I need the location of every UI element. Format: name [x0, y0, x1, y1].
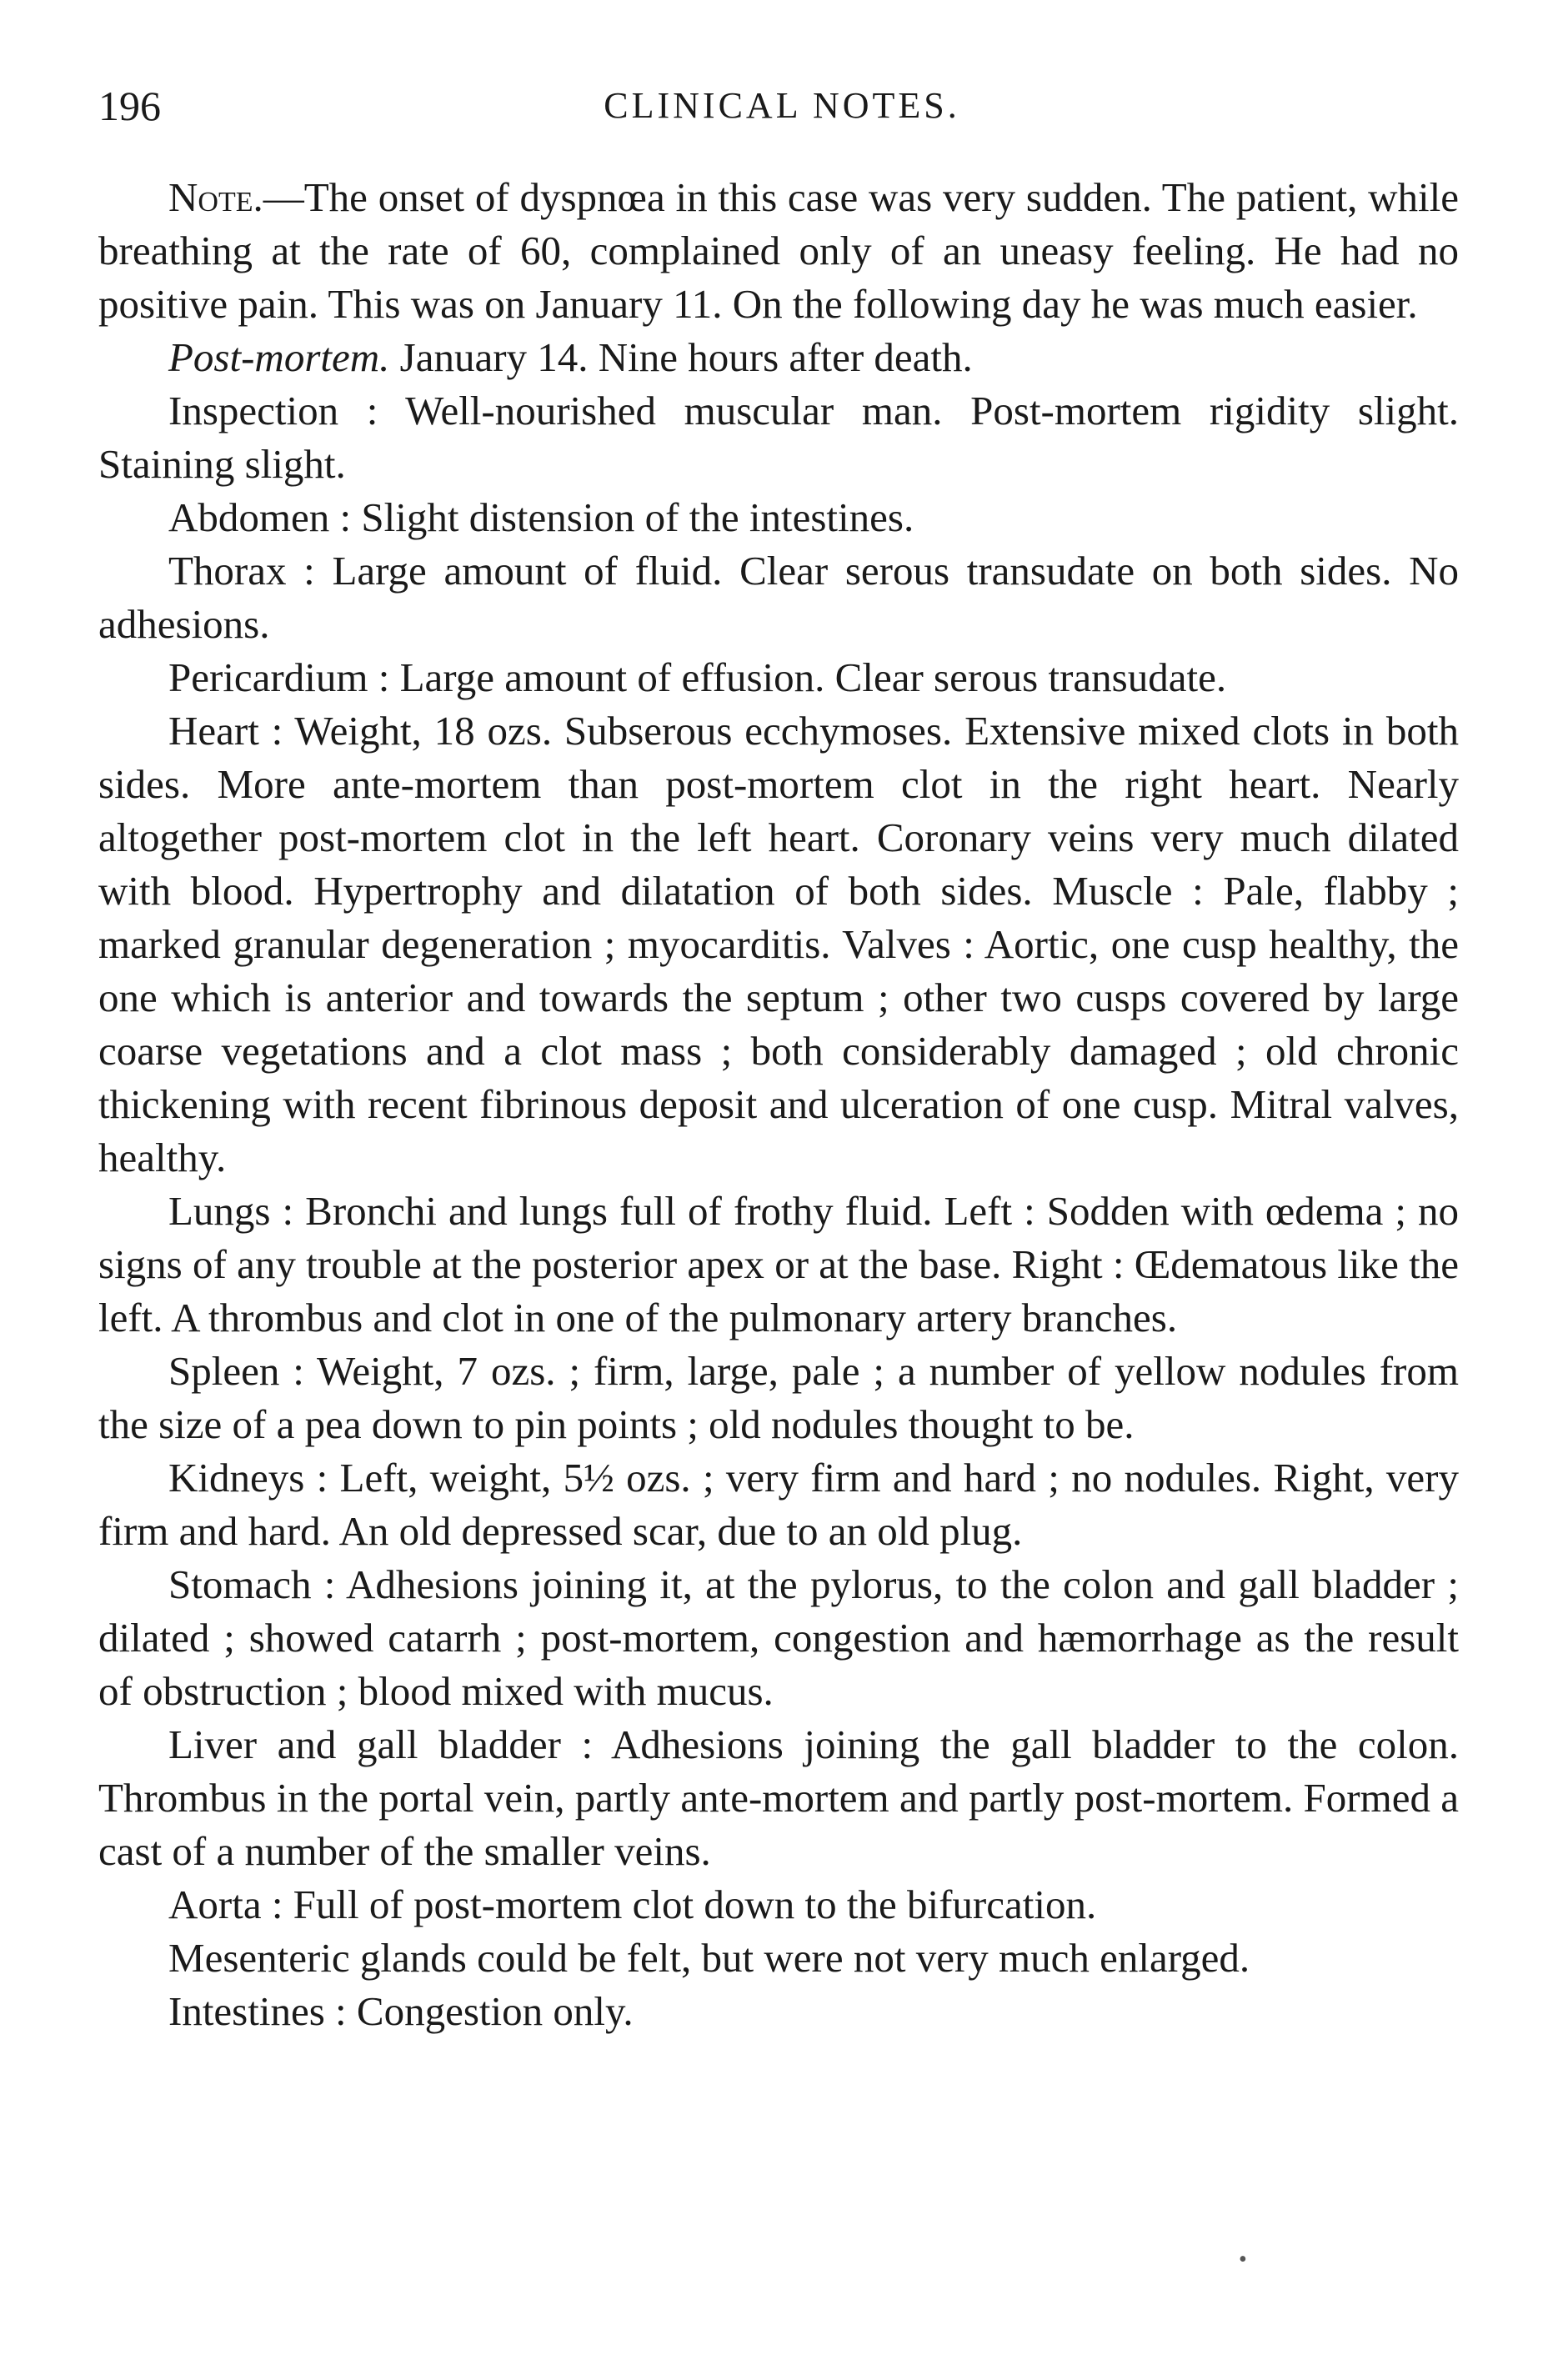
aorta-paragraph: Aorta : Full of post-mortem clot down to the bifurcation.	[168, 1881, 1097, 1927]
print-speck: •	[1239, 2247, 1247, 2272]
heart-paragraph: Heart : Weight, 18 ozs. Subserous ecchymoses. Extensive mixed clots in both sides. More ante-mortem than post-mortem clot in the right heart. Nearly altogether post-mortem clot in the left heart. Coronary veins very much dilated with blood. Hypertrophy and dilatation of both sides. Muscle : Pale, flabby ; marked granular degeneration ; myocarditis. Valves : Aortic, one cusp healthy, the one which is anterior and towards the septum ; other two cusps covered by large coarse vegetations and a clot mass ; both considerably damaged ; old chronic thickening with recent fibrinous deposit and ulceration of one cusp. Mitral valves, healthy.	[98, 708, 1459, 1180]
note-label: Note.	[168, 174, 263, 220]
liver-paragraph: Liver and gall bladder : Adhesions joining the gall bladder to the colon. Thrombus in the portal vein, partly ante-mortem and partly post-mortem. Formed a cast of a number of the smaller veins.	[98, 1721, 1459, 1874]
pericardium-paragraph: Pericardium : Large amount of effusion. Clear serous transudate.	[168, 654, 1227, 700]
running-head	[98, 77, 1465, 135]
page-number: 196	[98, 83, 161, 129]
postmortem-date: January 14. Nine hours after death.	[389, 334, 973, 380]
note-paragraph	[98, 171, 1459, 331]
stomach-paragraph: Stomach : Adhesions joining it, at the pylorus, to the colon and gall bladder ; dilated ; showed catarrh ; post-mortem, congestion and hæmorrhage as the result of obstruction ; blood mixed with mucus.	[98, 1561, 1459, 1714]
page-body	[98, 171, 1459, 2038]
lungs-paragraph: Lungs : Bronchi and lungs full of frothy fluid. Left : Sodden with œdema ; no signs of any trouble at the posterior apex or at the base. Right : Œdematous like the left. A thrombus and clot in one of the pulmonary artery branches.	[98, 1188, 1459, 1340]
spleen-paragraph: Spleen : Weight, 7 ozs. ; firm, large, pale ; a number of yellow nodules from the size of a pea down to pin points ; old nodules thought to be.	[98, 1348, 1459, 1447]
abdomen-paragraph: Abdomen : Slight distension of the intestines.	[168, 494, 914, 540]
note-text: —The onset of dyspnœa in this case was very sudden. The patient, while breathing at the rate of 60, complained only of an uneasy feeling. He had no positive pain. This was on January 11. On the following day he was much easier.	[98, 174, 1459, 327]
inspection-paragraph: Inspection : Well-nourished muscular man. Post-mortem rigidity slight. Staining slight.	[98, 388, 1459, 487]
postmortem-label: Post-mortem.	[168, 334, 390, 380]
thorax-paragraph: Thorax : Large amount of fluid. Clear serous transudate on both sides. No adhesions.	[98, 548, 1459, 647]
postmortem-paragraph	[98, 331, 1459, 384]
kidneys-paragraph: Kidneys : Left, weight, 5½ ozs. ; very firm and hard ; no nodules. Right, very firm and hard. An old depressed scar, due to an old plug.	[98, 1455, 1459, 1554]
intestines-paragraph: Intestines : Congestion only.	[168, 1988, 634, 2034]
running-title: CLINICAL NOTES.	[604, 85, 960, 126]
mesenteric-paragraph: Mesenteric glands could be felt, but were not very much enlarged.	[168, 1935, 1250, 1981]
